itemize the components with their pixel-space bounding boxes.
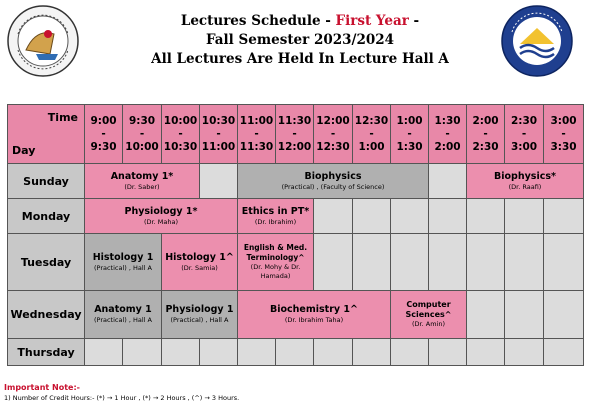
time-slot: 1:00 - 1:30	[391, 105, 429, 164]
notes-line: 1) Number of Credit Hours:- (*) → 1 Hour , (*) → 2 Hours , (^) → 3 Hours.	[4, 394, 240, 402]
session-cell: English & Med. Terminology^ (Dr. Mohy & Dr. Hamada)	[238, 234, 314, 291]
day-row-sunday	[8, 164, 584, 199]
empty-slot	[429, 199, 467, 234]
session-cell: Physiology 1* (Dr. Maha)	[85, 199, 238, 234]
empty-slot	[353, 199, 391, 234]
empty-slot	[85, 339, 123, 366]
time-slot: 11:00 - 11:30	[238, 105, 276, 164]
session-cell: Anatomy 1 (Practical) , Hall A	[85, 291, 162, 339]
university-logo	[500, 4, 574, 78]
empty-slot	[391, 234, 429, 291]
empty-slot	[544, 199, 584, 234]
time-slot: 1:30 - 2:00	[429, 105, 467, 164]
time-header-row	[8, 105, 584, 164]
empty-slot	[544, 339, 584, 366]
empty-slot	[429, 234, 467, 291]
session-cell: Histology 1^ (Dr. Samia)	[162, 234, 238, 291]
time-slot: 11:30 - 12:00	[276, 105, 314, 164]
time-slot: 12:30 - 1:00	[353, 105, 391, 164]
day-name: Tuesday	[8, 234, 85, 291]
empty-slot	[544, 291, 584, 339]
day-row-tuesday	[8, 234, 584, 291]
empty-slot	[162, 339, 200, 366]
time-slot: 10:00 - 10:30	[162, 105, 200, 164]
day-row-thursday	[8, 339, 584, 366]
empty-slot	[314, 339, 353, 366]
empty-slot	[238, 339, 276, 366]
session-cell: Biophysics* (Dr. Raafi)	[467, 164, 584, 199]
faculty-logo	[6, 4, 80, 78]
empty-slot	[544, 234, 584, 291]
day-name: Thursday	[8, 339, 85, 366]
time-slot: 2:30 - 3:00	[505, 105, 544, 164]
notes-title: Important Note:-	[4, 383, 80, 392]
session-cell: Anatomy 1* (Dr. Saber)	[85, 164, 200, 199]
time-slot: 3:00 - 3:30	[544, 105, 584, 164]
empty-slot	[429, 164, 467, 199]
empty-slot	[353, 234, 391, 291]
empty-slot	[123, 339, 162, 366]
notes-section	[4, 383, 239, 403]
time-slot: 2:00 - 2:30	[467, 105, 505, 164]
semester-line: Fall Semester 2023/2024	[205, 32, 395, 48]
day-name: Wednesday	[8, 291, 85, 339]
empty-slot	[505, 199, 544, 234]
empty-slot	[467, 291, 505, 339]
empty-slot	[353, 339, 391, 366]
empty-slot	[200, 164, 238, 199]
hall-line: All Lectures Are Held In Lecture Hall A	[151, 51, 449, 67]
empty-slot	[391, 339, 429, 366]
empty-slot	[505, 234, 544, 291]
empty-slot	[467, 199, 505, 234]
time-slot: 12:00 - 12:30	[314, 105, 353, 164]
empty-slot	[505, 291, 544, 339]
empty-slot	[314, 234, 353, 291]
time-label: Time	[47, 111, 78, 124]
schedule-title: Lectures Schedule - First Year -	[180, 13, 420, 29]
session-cell: Physiology 1 (Practical) , Hall A	[162, 291, 238, 339]
empty-slot	[429, 339, 467, 366]
schedule-table	[7, 104, 584, 366]
session-cell: Biochemistry 1^ (Dr. Ibrahim Taha)	[238, 291, 391, 339]
session-cell: Computer Sciences^ (Dr. Amin)	[391, 291, 467, 339]
schedule-header	[110, 12, 490, 69]
empty-slot	[200, 339, 238, 366]
session-cell: Ethics in PT* (Dr. Ibrahim)	[238, 199, 314, 234]
empty-slot	[276, 339, 314, 366]
day-row-wednesday	[8, 291, 584, 339]
empty-slot	[391, 199, 429, 234]
time-slot: 10:30 - 11:00	[200, 105, 238, 164]
session-cell: Biophysics (Practical) , (Faculty of Science)	[238, 164, 429, 199]
time-slot: 9:00 - 9:30	[85, 105, 123, 164]
empty-slot	[314, 199, 353, 234]
empty-slot	[467, 234, 505, 291]
session-cell: Histology 1 (Practical) , Hall A	[85, 234, 162, 291]
day-name: Sunday	[8, 164, 85, 199]
time-slot: 9:30 - 10:00	[123, 105, 162, 164]
time-day-corner	[8, 105, 85, 164]
day-name: Monday	[8, 199, 85, 234]
day-label: Day	[12, 144, 36, 157]
empty-slot	[467, 339, 505, 366]
day-row-monday	[8, 199, 584, 234]
empty-slot	[505, 339, 544, 366]
